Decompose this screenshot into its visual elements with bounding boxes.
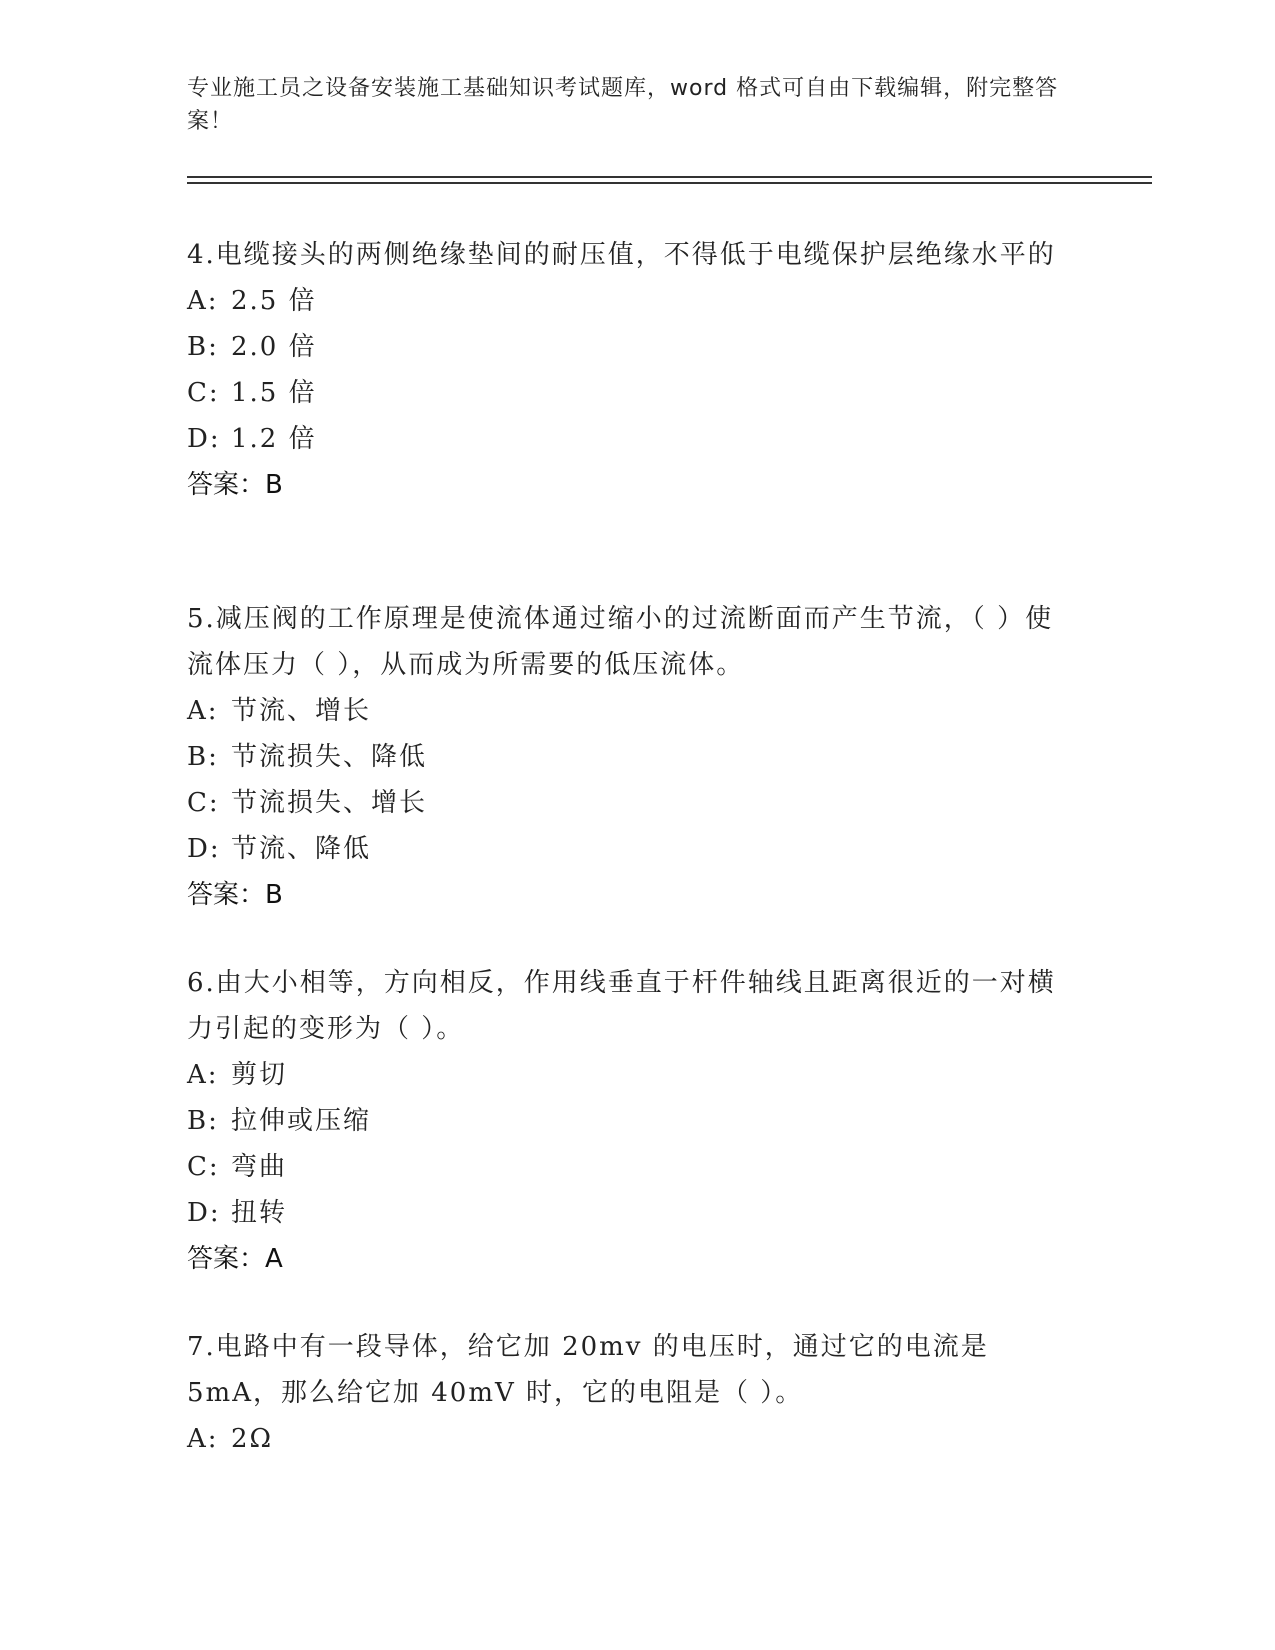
option-text: 2.0 倍 [231, 332, 317, 362]
option-key: B: [187, 1106, 219, 1136]
option-key: A: [187, 1060, 219, 1090]
option-a [187, 278, 1067, 324]
header-rule-bottom [187, 182, 1152, 184]
option-a [187, 688, 1067, 734]
option-text: 弯曲 [231, 1152, 288, 1182]
option-b [187, 1098, 1067, 1144]
option-d [187, 416, 1067, 462]
option-key: D: [187, 1198, 221, 1228]
question-stem: 6.由大小相等，方向相反，作用线垂直于杆件轴线且距离很近的一对横力引起的变形为（ ）。 [187, 968, 1056, 1044]
question-5 [187, 596, 1067, 918]
option-key: A: [187, 1424, 219, 1454]
option-text: 拉伸或压缩 [231, 1106, 372, 1136]
option-b [187, 324, 1067, 370]
option-key: A: [187, 286, 219, 316]
question-stem: 5.减压阀的工作原理是使流体通过缩小的过流断面而产生节流，（ ）使流体压力（ ），从而成为所需要的低压流体。 [187, 604, 1054, 680]
question-stem: 7.电路中有一段导体，给它加 20mv 的电压时，通过它的电流是 5mA，那么给它加 40mV 时，它的电阻是（ ）。 [187, 1332, 989, 1408]
option-text: 节流损失、降低 [231, 742, 428, 772]
option-text: 节流、增长 [231, 696, 372, 726]
option-c [187, 1144, 1067, 1190]
option-key: D: [187, 424, 221, 454]
option-text: 2Ω [231, 1424, 274, 1454]
option-text: 1.2 倍 [231, 424, 317, 454]
question-4 [187, 232, 1067, 508]
option-d [187, 826, 1067, 872]
answer-line: 答案：A [187, 1244, 283, 1274]
option-c [187, 780, 1067, 826]
option-key: D: [187, 834, 221, 864]
option-a [187, 1416, 1067, 1462]
option-d [187, 1190, 1067, 1236]
option-text: 节流损失、增长 [231, 788, 428, 818]
question-stem: 4.电缆接头的两侧绝缘垫间的耐压值，不得低于电缆保护层绝缘水平的 [187, 240, 1056, 270]
option-text: 节流、降低 [231, 834, 372, 864]
option-key: C: [187, 378, 220, 408]
option-key: B: [187, 332, 219, 362]
question-7 [187, 1324, 1067, 1462]
option-c [187, 370, 1067, 416]
document-header: 专业施工员之设备安装施工基础知识考试题库，word 格式可自由下载编辑，附完整答案！ [187, 76, 1059, 134]
option-key: B: [187, 742, 219, 772]
header-rule-top [187, 176, 1152, 178]
option-text: 扭转 [231, 1198, 288, 1228]
answer-line: 答案：B [187, 470, 283, 500]
option-b [187, 734, 1067, 780]
option-text: 2.5 倍 [231, 286, 317, 316]
answer-line: 答案：B [187, 880, 283, 910]
option-a [187, 1052, 1067, 1098]
option-key: C: [187, 788, 220, 818]
option-text: 剪切 [231, 1060, 288, 1090]
option-key: C: [187, 1152, 220, 1182]
option-text: 1.5 倍 [231, 378, 317, 408]
option-key: A: [187, 696, 219, 726]
question-6 [187, 960, 1067, 1282]
